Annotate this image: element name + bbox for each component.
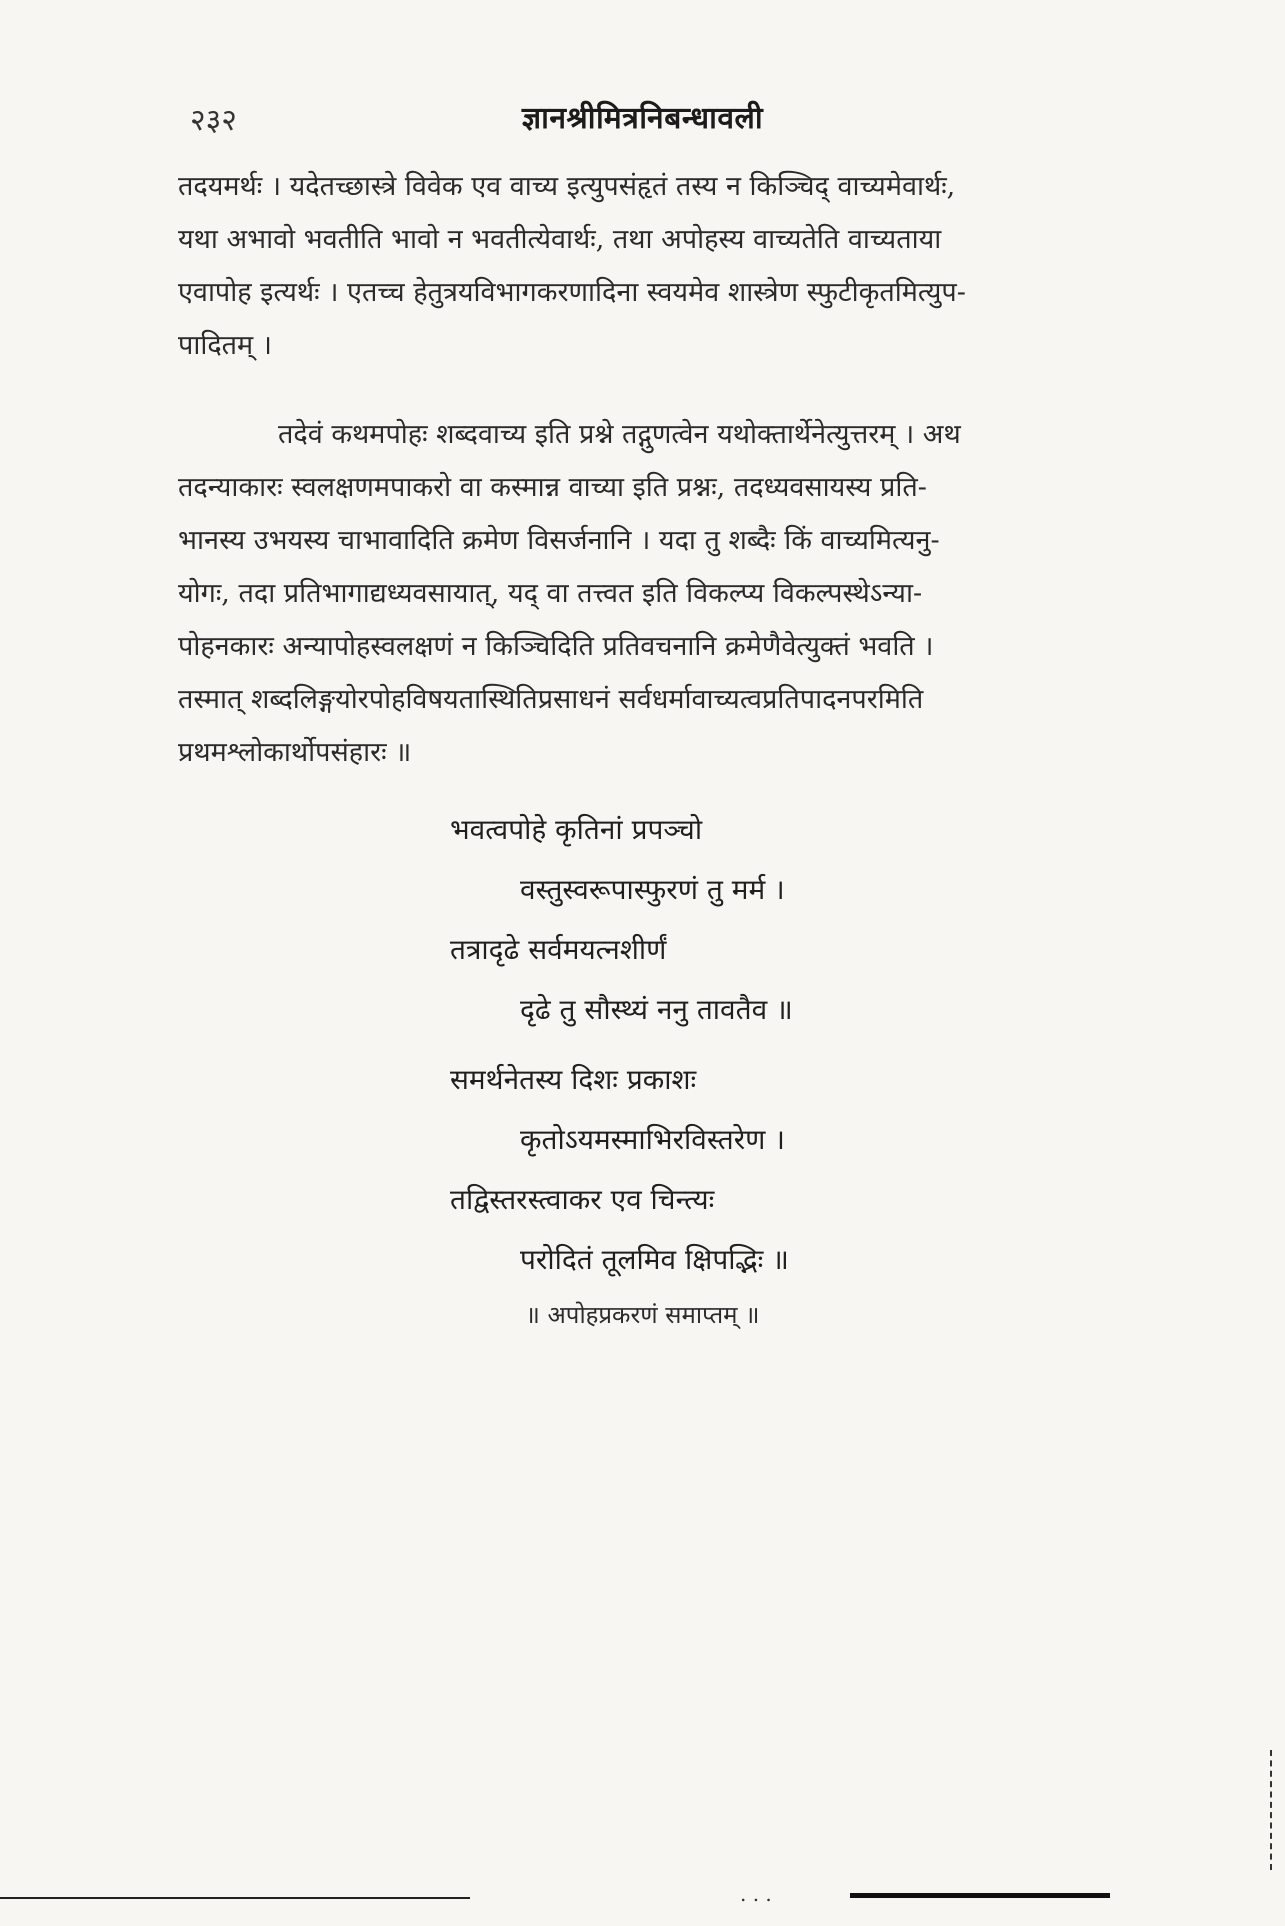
text-line: तस्मात् शब्दलिङ्गयोरपोहविषयतास्थितिप्रसाधनं सर्वधर्मावाच्यत्वप्रतिपादनपरमिति — [178, 684, 924, 715]
verse-line: कृतोऽयमस्माभिरविस्तरेण । — [520, 1123, 785, 1156]
text-line: यथा अभावो भवतीति भावो न भवतीत्येवार्थः, तथा अपोहस्य वाच्यतेति वाच्यताया — [178, 224, 942, 255]
verse-line: तद्विस्तरस्त्वाकर एव चिन्त्यः — [450, 1183, 715, 1216]
paragraph-1 — [178, 160, 1143, 372]
colophon: ॥ अपोहप्रकरणं समाप्तम् ॥ — [525, 1301, 760, 1329]
verse-line: वस्तुस्वरूपास्फुरणं तु मर्म । — [520, 873, 785, 906]
text-line: तदयमर्थः । यदेतच्छास्त्रे विवेक एव वाच्य इत्युपसंहृतं तस्य न किञ्चिद् वाच्यमेवार्थः, — [178, 171, 956, 202]
verse-line: समर्थनेतस्य दिशः प्रकाशः — [450, 1063, 697, 1096]
text-line: तदन्याकारः स्वलक्षणमपाकरो वा कस्मान्न वाच्या इति प्रश्नः, तदध्यवसायस्य प्रति- — [178, 472, 927, 503]
text-line: भानस्य उभयस्य चाभावादिति क्रमेण विसर्जनानि । यदा तु शब्दैः किं वाच्यमित्यनु- — [178, 525, 940, 556]
verse-2 — [450, 1050, 950, 1290]
text-line: पादितम् । — [178, 330, 273, 361]
text-line: योगः, तदा प्रतिभागाद्यध्यवसायात्, यद् वा तत्त्वत इति विकल्प्य विकल्पस्थेऽन्या- — [178, 578, 923, 609]
footer-dots: . . . — [740, 1882, 772, 1906]
verse-line: परोदितं तूलमिव क्षिपद्भिः ॥ — [520, 1243, 789, 1276]
verse-line: भवत्वपोहे कृतिनां प्रपञ्चो — [450, 813, 703, 846]
running-title: ज्ञानश्रीमित्रनिबन्धावली — [521, 101, 764, 136]
verse-1 — [450, 800, 950, 1040]
paragraph-2 — [178, 408, 1143, 779]
text-line: तदेवं कथमपोहः शब्दवाच्य इति प्रश्ने तद्गुणत्वेन यथोक्तार्थेनेत्युत्तरम् । अथ — [278, 419, 961, 450]
scan-edge-mark — [1270, 1750, 1274, 1870]
page-number: २३२ — [190, 103, 237, 138]
footer-rule-right — [850, 1893, 1110, 1898]
verse-line: तत्रादृढे सर्वमयत्नशीर्णं — [450, 933, 667, 966]
footer-rule-left — [0, 1897, 470, 1899]
verse-line: दृढे तु सौस्थ्यं ननु तावतैव ॥ — [520, 993, 793, 1026]
text-line: एवापोह इत्यर्थः । एतच्च हेतुत्रयविभागकरणादिना स्वयमेव शास्त्रेण स्फुटीकृतमित्युप- — [178, 277, 966, 308]
text-line: पोहनकारः अन्यापोहस्वलक्षणं न किञ्चिदिति प्रतिवचनानि क्रमेणैवेत्युक्तं भवति । — [178, 631, 934, 662]
text-line: प्रथमश्लोकार्थोपसंहारः ॥ — [178, 737, 412, 768]
